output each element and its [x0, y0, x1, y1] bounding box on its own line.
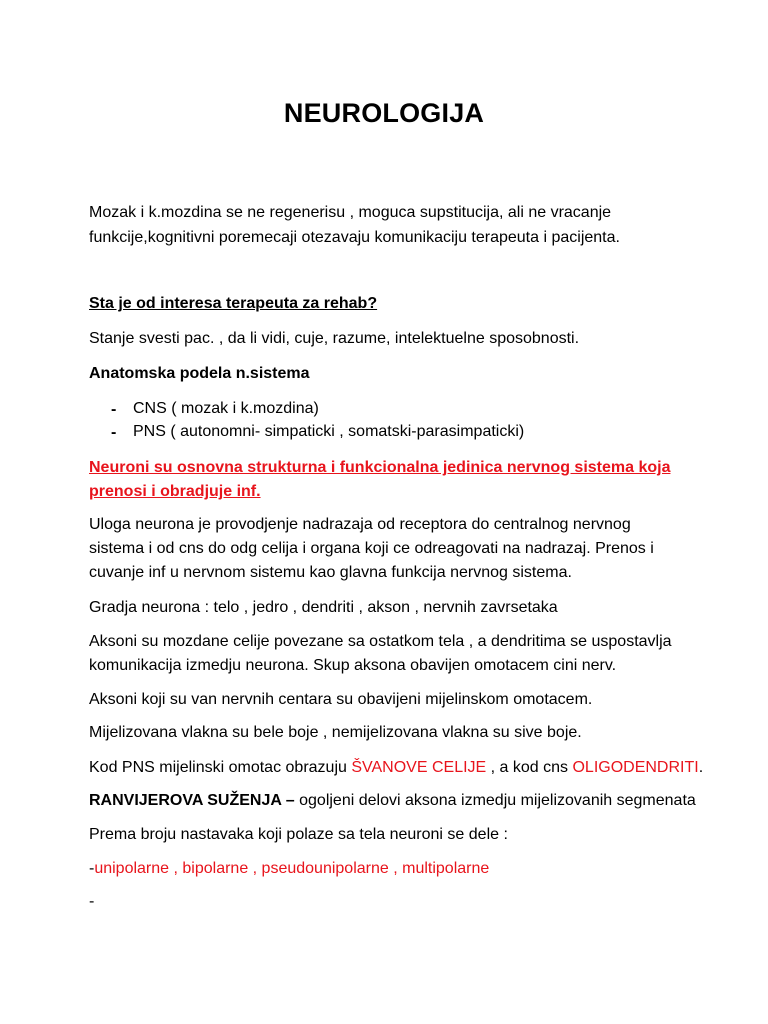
- intro-line-1: Mozak i k.mozdina se ne regenerisu , moguca supstitucija, ali ne vracanje: [89, 204, 612, 221]
- neuron-definition-line-2: prenosi i obradjuje inf.: [89, 483, 261, 500]
- document-title: NEUROLOGIJA: [283, 98, 485, 128]
- neuron-types-line: [89, 856, 689, 881]
- schwann-cells-term: ŠVANOVE CELIJE: [351, 759, 487, 776]
- role-line-1: Uloga neurona je provodjenje nadrazaja od receptora do centralnog nervnog: [89, 516, 631, 533]
- role-line-2: sistema i od cns do odg celija i organa koji ce odreagovati na nadrazaj. Prenos i: [89, 540, 654, 557]
- list-item-cns: CNS ( mozak i k.mozdina): [133, 400, 319, 417]
- neuron-definition-line-1: Neuroni su osnovna strukturna i funkcionalna jedinica nervnog sistema koja: [89, 459, 671, 476]
- list-bullet: -: [111, 424, 117, 441]
- pns-sheath-line: [89, 755, 704, 780]
- axons-line-1: Aksoni su mozdane celije povezane sa ostatkom tela , a dendritima se uspostavlja: [89, 633, 672, 650]
- list-item-pns: PNS ( autonomni- simpaticki , somatski-parasimpaticki): [133, 423, 525, 440]
- role-line-3: cuvanje inf u nervnom sistemu kao glavna funkcija nervnog sistema.: [89, 564, 572, 581]
- ranvier-term: RANVIJEROVA SUŽENJA –: [89, 792, 295, 809]
- ranvier-line: [89, 788, 696, 813]
- pns-sheath-mid: , a kod cns: [486, 759, 573, 776]
- interest-text: Stanje svesti pac. , da li vidi, cuje, razume, intelektuelne sposobnosti.: [89, 330, 580, 347]
- structure-text: Gradja neurona : telo , jedro , dendriti , akson , nervnih zavrsetaka: [89, 599, 558, 616]
- neuron-types-text: unipolarne , bipolarne , pseudounipolarne , multipolarne: [94, 860, 490, 877]
- fibers-text: Mijelizovana vlakna su bele boje , nemijelizovana vlakna su sive boje.: [89, 724, 582, 741]
- ranvier-definition: ogoljeni delovi aksona izmedju mijelizovanih segmenata: [294, 792, 696, 809]
- axons-line-2: komunikacija izmedju neurona. Skup aksona obavijen omotacem cini nerv.: [89, 657, 617, 674]
- trailing-dash: -: [89, 893, 95, 910]
- intro-line-2: funkcije,kognitivni poremecaji otezavaju komunikaciju terapeuta i pacijenta.: [89, 229, 620, 246]
- division-text: Prema broju nastavaka koji polaze sa tela neuroni se dele :: [89, 826, 508, 843]
- anatomy-heading: Anatomska podela n.sistema: [89, 365, 310, 382]
- myelin-axons-text: Aksoni koji su van nervnih centara su obavijeni mijelinskom omotacem.: [89, 691, 593, 708]
- interest-heading: Sta je od interesa terapeuta za rehab?: [89, 295, 378, 312]
- pns-sheath-post: .: [698, 759, 704, 776]
- oligodendrites-term: OLIGODENDRITI: [572, 759, 699, 776]
- neuron-types-dash: -: [89, 860, 95, 877]
- list-bullet: -: [111, 401, 117, 418]
- pns-sheath-pre: Kod PNS mijelinski omotac obrazuju: [89, 759, 352, 776]
